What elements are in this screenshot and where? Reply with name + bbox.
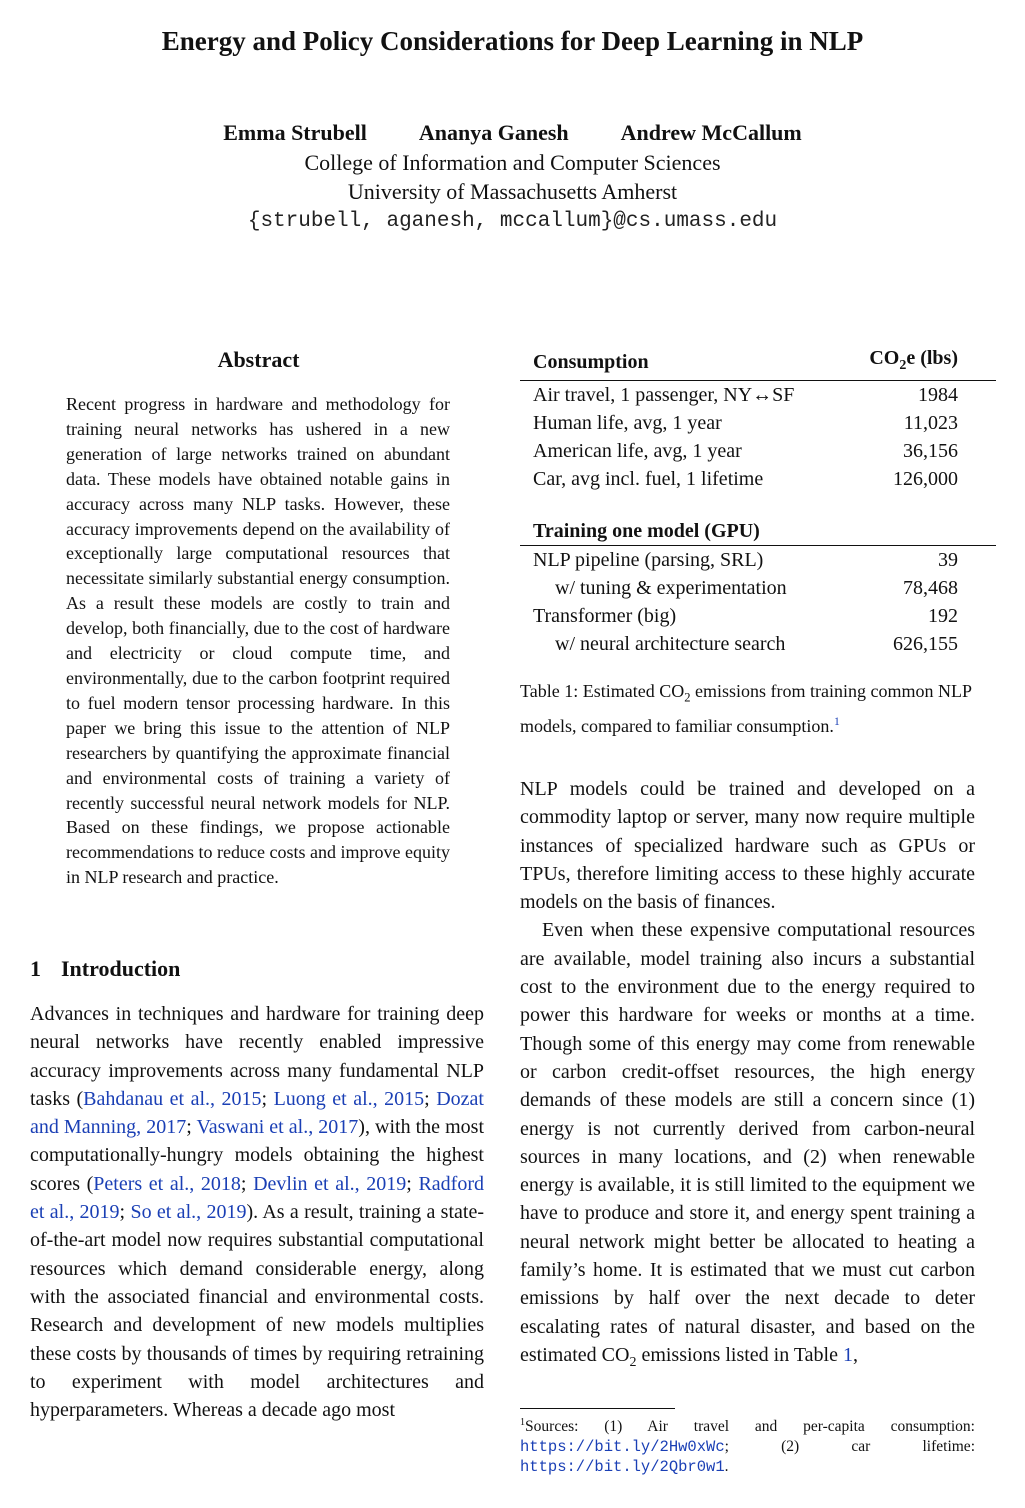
table-cell: 39	[938, 549, 958, 571]
affiliation-line: University of Massachusetts Amherst	[347, 179, 678, 204]
section-title: Introduction	[61, 956, 181, 981]
table-spacer	[520, 493, 996, 517]
abstract-heading: Abstract	[217, 347, 300, 372]
body-text: ), with the most computationally-hungry models obtaining the highest scores (	[30, 1116, 485, 1195]
footnote-divider	[520, 1408, 675, 1409]
table-cell: 36,156	[903, 440, 958, 462]
citation-link[interactable]: Devlin et al., 2019	[253, 1172, 407, 1195]
abstract-text: Recent progress in hardware and methodology for training neural networks has ushered in a new generation of large networks trained on abundant data. These models have obtained notable gains in accuracy across many NLP tasks. However, these accuracy improvements depend on the availability of exceptionally large computational resources that necessitate similarly substantial energy consumption. As a result these models are costly to train and develop, both financially, due to the cost of hardware and electricity or cloud compute time, and environmentally, due to the carbon footprint required to fuel modern tensor processing hardware. In this paper we bring this issue to the attention of NLP researchers by quantifying the approximate financial and environmental costs of training a variety of recently successful neural network models for NLP. Based on these findings, we propose actionable recommendations to reduce costs and improve equity in NLP research and practice.	[66, 394, 450, 888]
affiliation-line: College of Information and Computer Sciences	[304, 150, 721, 175]
table-row	[520, 409, 996, 437]
table-cell: w/ neural architecture search	[555, 633, 786, 655]
table-header-cell: Training one model (GPU)	[520, 517, 835, 546]
table-cell: American life, avg, 1 year	[533, 440, 742, 462]
body-text: ;	[119, 1201, 131, 1224]
author-name: Ananya Ganesh	[418, 120, 569, 145]
body-paragraph: Even when these expensive computational resources are available, model training also incurs a substantial cost to the environment due to the energy required to power this hardware for weeks or months at a time. Though some of this energy may come from renewable or carbon credit-offset resources, the high energy demands of these models are still a concern since (1) energy is not currently derived from carbon-neural sources in many locations, and (2) when renewable energy is available, it is still limited to the equipment we have to produce and store it, and energy spent training a neural network might better be allocated to heating a family’s home. It is estimated that we must cut carbon emissions by half over the next decade to deter escalating rates of natural disaster, and based on the estimated $CO_2$ emissions listed in Table 1,	[520, 919, 975, 1370]
table-cell: 126,000	[893, 468, 958, 490]
citation-link[interactable]: So et al., 2019	[130, 1201, 247, 1224]
table-cell: 78,468	[903, 577, 958, 599]
body-text: ;	[240, 1172, 254, 1195]
author-list	[0, 120, 1025, 146]
table-row	[520, 381, 996, 410]
footnote-marker[interactable]: 1	[833, 714, 840, 728]
citation-link[interactable]: Peters et al., 2018	[93, 1172, 241, 1195]
citation-link[interactable]: Bahdanau et al., 2015	[83, 1087, 262, 1110]
citation-link[interactable]: Vaswani et al., 2017	[196, 1116, 359, 1139]
table-cell: 11,023	[903, 412, 958, 434]
table-cell: 1984	[918, 384, 958, 406]
table-row	[520, 465, 996, 493]
table-row	[520, 437, 996, 465]
paper-title: Energy and Policy Considerations for Deep Learning in NLP	[161, 26, 864, 56]
body-text: ;	[424, 1087, 437, 1110]
body-text: ). As a result, training a state-of-the-art model now requires substantial computational resources which demand considerable energy, along with the associated financial and environmental costs. Research and development of new models multiplies these costs by thousands of times by requiring retraining to experiment with model architectures and hyperparameters. Whereas a decade ago most	[30, 1201, 484, 1422]
table-row	[520, 574, 996, 602]
table-cell: Car, avg incl. fuel, 1 lifetime	[533, 468, 764, 490]
table-row	[520, 602, 996, 630]
citation-link[interactable]: Luong et al., 2015	[273, 1087, 425, 1110]
table-cell: NLP pipeline (parsing, SRL)	[533, 549, 764, 571]
author-name: Emma Strubell	[223, 120, 367, 145]
table-cell: w/ tuning & experimentation	[555, 577, 787, 599]
citation-link[interactable]: Radford et al., 2019	[30, 1172, 484, 1224]
table-cell: Transformer (big)	[533, 605, 677, 627]
table-caption: Table 1: Estimated $CO_2$ emissions from training common NLP models, compared to familiar consumption.$^1$	[520, 681, 972, 736]
body-paragraph: NLP models could be trained and developed on a commodity laptop or server, many now require multiple instances of specialized hardware such as GPUs or TPUs, therefore limiting access to these highly accurate models on the basis of finances.	[520, 778, 975, 914]
footnote-number: 1	[520, 1417, 526, 1428]
source-link[interactable]: https://bit.ly/2Qbr0w1	[520, 1458, 725, 1477]
table-cell: Human life, avg, 1 year	[533, 412, 722, 434]
table-cell: 626,155	[893, 633, 958, 655]
table-row	[520, 630, 996, 658]
table-cell: Air travel, 1 passenger, NY↔SF	[533, 384, 795, 406]
table-row	[520, 546, 996, 575]
body-text: ;	[261, 1087, 274, 1110]
table-cell: 192	[928, 605, 958, 627]
table-header-cell: $CO_2e$ (lbs)	[835, 344, 996, 381]
table-header-row	[520, 344, 996, 381]
body-text: ;	[406, 1172, 419, 1195]
body-text: ;	[186, 1116, 197, 1139]
section-heading	[30, 956, 180, 982]
table-header-row	[520, 517, 996, 546]
right-column-text	[520, 775, 975, 1377]
footnote: $^1$Sources: (1) Air travel and per-capita consumption: https://bit.ly/2Hw0xWc; (2) car lifetime: https://bit.ly/2Qbr0w1.	[520, 1417, 975, 1477]
co2-table	[520, 344, 996, 658]
intro-paragraph	[30, 1000, 484, 1424]
source-link[interactable]: https://bit.ly/2Hw0xWc	[520, 1438, 725, 1457]
citation-link[interactable]: Dozat and Manning, 2017	[30, 1087, 484, 1139]
table-header-cell: Consumption	[520, 344, 835, 381]
body-text: Advances in techniques and hardware for training deep neural networks have recently enabled impressive accuracy improvements across many fundamental NLP tasks (	[30, 1003, 484, 1110]
section-number: 1	[30, 956, 41, 981]
table-reference-link[interactable]: 1	[843, 1343, 853, 1366]
author-name: Andrew McCallum	[620, 120, 802, 145]
author-email: {strubell, aganesh, mccallum}@cs.umass.edu	[247, 210, 778, 233]
